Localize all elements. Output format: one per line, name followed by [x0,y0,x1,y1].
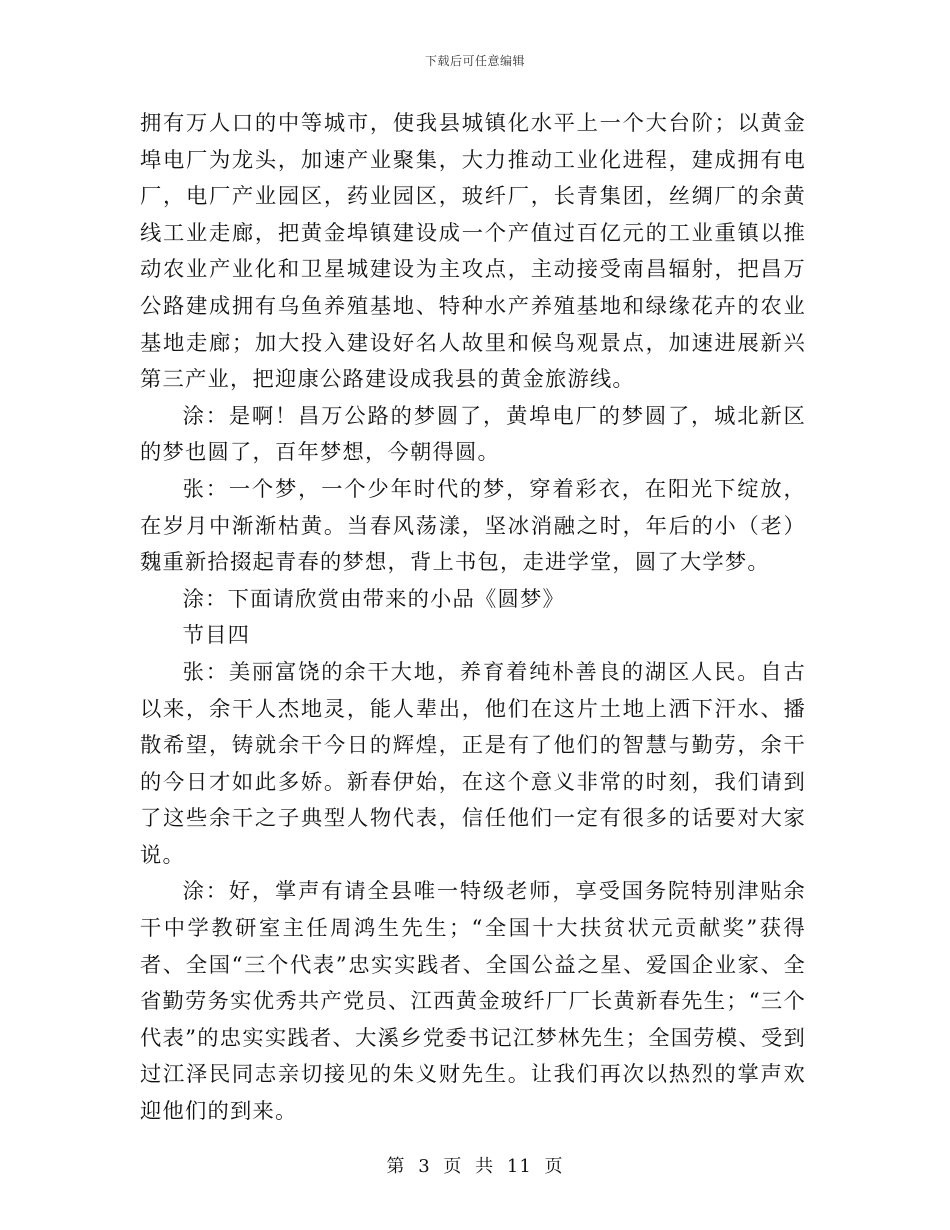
paragraph-continuation: 拥有万人口的中等城市，使我县城镇化水平上一个大台阶；以黄金埠电厂为龙头，加速产业聚集，大力推动工业化进程，建成拥有电厂，电厂产业园区，药业园区，玻纤厂，长青集团，丝绸厂的余黄线工业走廊，把黄金埠镇建设成一个产值过百亿元的工业重镇以推动农业产业化和卫星城建设为主攻点，主动接受南昌辐射，把昌万公路建成拥有乌鱼养殖基地、特种水产养殖基地和绿缘花卉的农业基地走廊；加大投入建设好名人故里和候鸟观景点，加速进展新兴第三产业，把迎康公路建设成我县的黄金旅游线。 [140,111,806,393]
footer-suffix: 页 [544,1156,564,1177]
paragraph-tu-dream-realized: 涂：是啊！昌万公路的梦圆了，黄埠电厂的梦圆了，城北新区的梦也圆了，百年梦想，今朝得圆。 [140,403,806,466]
footer-page-word: 页 [443,1156,463,1177]
paragraph-zhang-youth-dream: 张：一个梦，一个少年时代的梦，穿着彩衣，在阳光下绽放，在岁月中渐渐枯黄。当春风荡漾，坚冰消融之时，年后的小（老）魏重新拾掇起青春的梦想，背上书包，走进学堂，圆了大学梦。 [140,476,806,576]
document-body [140,106,806,1131]
paragraph-program-four: 节目四 [182,623,251,649]
footer-total-pages: 11 [506,1156,532,1177]
footer-current-page: 3 [418,1156,431,1177]
page-header: 下载后可任意编辑 [424,54,525,68]
footer-prefix: 第 [386,1156,406,1177]
footer-total-word: 共 [475,1156,495,1177]
paragraph-zhang-yugan-land: 张：美丽富饶的余干大地，养育着纯朴善良的湖区人民。自古以来，余干人杰地灵，能人辈出，他们在这片土地上洒下汗水、播散希望，铸就余干今日的辉煌，正是有了他们的智慧与勤劳，余干的今日才如此多娇。新春伊始，在这个意义非常的时刻，我们请到了这些余干之子典型人物代表，信任他们一定有很多的话要对大家说。 [140,659,806,868]
paragraph-tu-sketch-intro: 涂：下面请欣赏由带来的小品《圆梦》 [182,586,566,612]
paragraph-tu-guests-welcome: 涂：好，掌声有请全县唯一特级老师，享受国务院特别津贴余干中学教研室主任周鸿生先生；“全国十大扶贫状元贡献奖”获得者、全国“三个代表”忠实实践者、全国公益之星、爱国企业家、全省勤劳务实优秀共产党员、江西黄金玻纤厂厂长黄新春先生；“三个代表”的忠实实践者、大溪乡党委书记江梦林先生；全国劳模、受到过江泽民同志亲切接见的朱义财先生。让我们再次以热烈的掌声欢迎他们的到来。 [140,879,806,1125]
page-footer [0,1152,950,1178]
